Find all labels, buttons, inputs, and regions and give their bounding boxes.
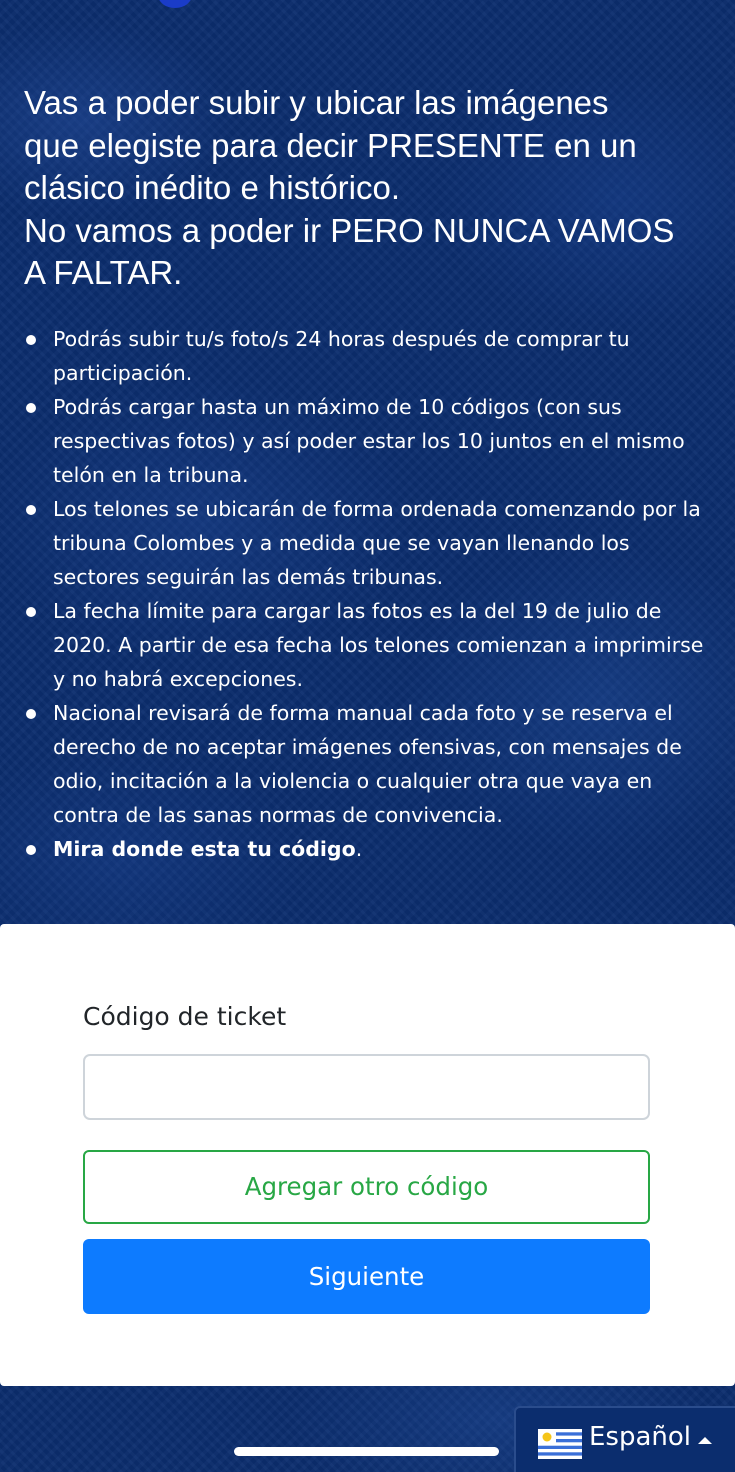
rule-text: Podrás subir tu/s foto/s 24 horas después de comprar tu participación. [53, 327, 630, 385]
rule-text: La fecha límite para cargar las fotos es la del 19 de julio de 2020. A partir de esa fecha los telones comienzan a imprimirse y no habrá excepciones. [53, 599, 704, 691]
next-button[interactable]: Siguiente [83, 1239, 650, 1314]
rule-item [24, 390, 714, 492]
language-label: Español [589, 1422, 692, 1452]
bullet-icon [26, 403, 36, 413]
rules-list [24, 322, 714, 866]
bullet-icon [26, 845, 36, 855]
headline: Vas a poder subir y ubicar las imágenes que elegiste para decir PRESENTE en un clásico inédito e histórico. No vamos a poder ir PERO NUNCA VAMOS A FALTAR. [24, 84, 675, 291]
rule-item [24, 594, 714, 696]
language-selector[interactable] [514, 1406, 735, 1472]
bullet-icon [26, 709, 36, 719]
bullet-icon [26, 607, 36, 617]
caret-up-icon [698, 1437, 712, 1444]
ticket-code-input[interactable] [83, 1054, 650, 1120]
rule-item [24, 322, 714, 390]
code-location-item[interactable] [24, 832, 714, 866]
rule-text: Los telones se ubicarán de forma ordenada comenzando por la tribuna Colombes y a medida que se vayan llenando los sectores seguirán las demás tribunas. [53, 497, 701, 589]
rule-text: Nacional revisará de forma manual cada foto y se reserva el derecho de no aceptar imágenes ofensivas, con mensajes de odio, incitación a la violencia o cualquier otra que vaya en contra de las sanas normas de convivencia. [53, 701, 682, 827]
uruguay-flag-icon [538, 1429, 582, 1459]
code-location-suffix: . [355, 837, 363, 861]
bullet-icon [26, 505, 36, 515]
rule-item [24, 696, 714, 832]
ticket-form-card [0, 924, 735, 1386]
ticket-code-label: Código de ticket [83, 1002, 287, 1031]
rule-item [24, 492, 714, 594]
home-indicator[interactable] [234, 1447, 499, 1456]
rule-text: Podrás cargar hasta un máximo de 10 códigos (con sus respectivas fotos) y así poder estar los 10 juntos en el mismo telón en la tribuna. [53, 395, 685, 487]
bullet-icon [26, 335, 36, 345]
add-code-button[interactable]: Agregar otro código [83, 1150, 650, 1224]
code-location-link[interactable]: Mira donde esta tu código [53, 837, 356, 861]
